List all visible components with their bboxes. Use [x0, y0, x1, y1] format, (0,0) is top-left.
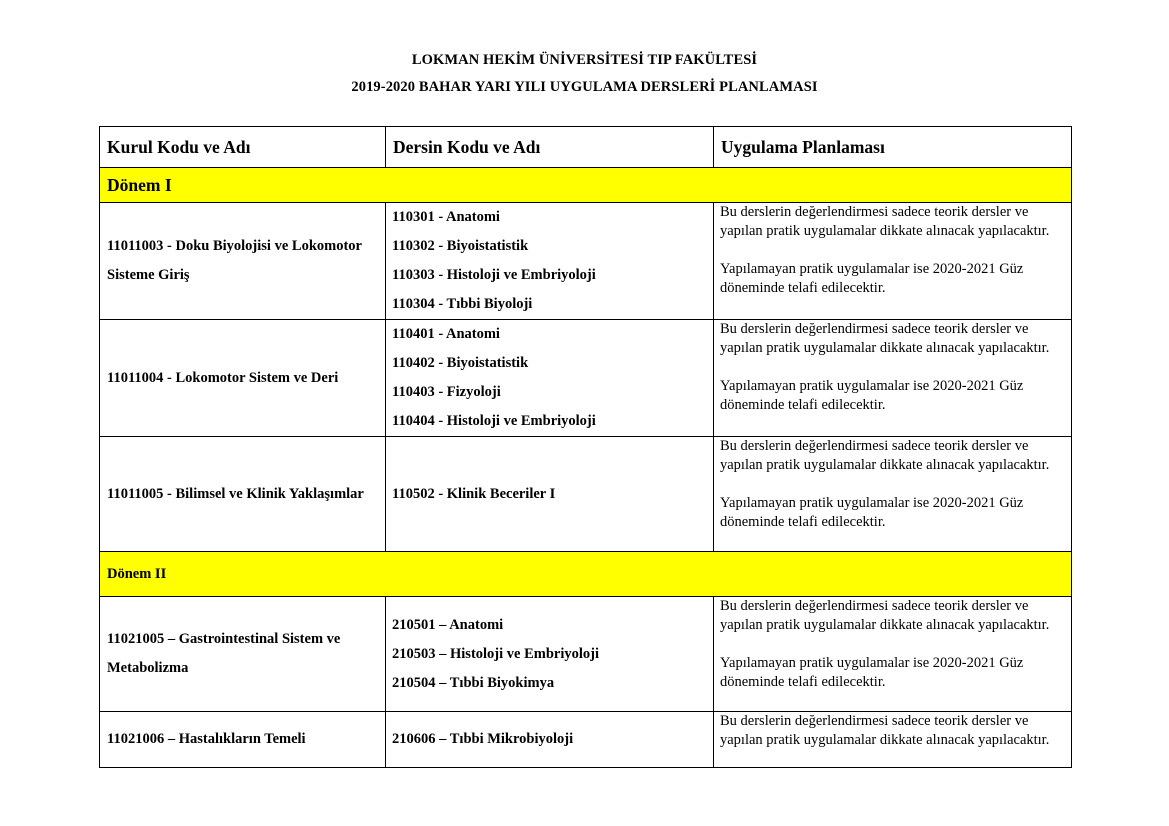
ders-cell: [386, 712, 714, 768]
table-row: [100, 712, 1072, 768]
ders-item: 110502 - Klinik Beceriler I: [392, 485, 556, 502]
term-label: Dönem II: [100, 552, 1072, 597]
term-row-donem-1: [100, 168, 1072, 203]
table-row: [100, 437, 1072, 552]
plan-note: Yapılamayan pratik uygulamalar ise 2020-2021 Güz döneminde telafi edilecektir.: [720, 261, 1024, 296]
document-subtitle: 2019-2020 BAHAR YARI YILI UYGULAMA DERSLERİ PLANLAMASI: [351, 79, 818, 95]
column-header-plan: Uygulama Planlaması: [714, 127, 1072, 168]
plan-text: Bu derslerin değerlendirmesi sadece teorik dersler ve yapılan pratik uygulamalar dikkate alınacak yapılacaktır.: [720, 713, 1050, 748]
ders-cell: [386, 320, 714, 437]
ders-item: 110402 - Biyoistatistik: [392, 355, 529, 371]
term-row-donem-2: [100, 552, 1072, 597]
ders-item: 110303 - Histoloji ve Embriyoloji: [392, 267, 596, 283]
kurul-cell: 11011003 - Doku Biyolojisi ve Lokomotor Sisteme Giriş: [100, 203, 386, 320]
ders-item: 210504 – Tıbbi Biyokimya: [392, 674, 555, 691]
ders-item: 110301 - Anatomi: [392, 209, 500, 225]
plan-cell: [714, 712, 1072, 768]
document-title: LOKMAN HEKİM ÜNİVERSİTESİ TIP FAKÜLTESİ: [411, 52, 758, 68]
plan-note: Yapılamayan pratik uygulamalar ise 2020-2021 Güz döneminde telafi edilecektir.: [720, 495, 1024, 530]
ders-cell: [386, 437, 714, 552]
planning-table: [99, 126, 1072, 768]
ders-item: 110302 - Biyoistatistik: [392, 238, 529, 254]
ders-item: 110304 - Tıbbi Biyoloji: [392, 296, 533, 312]
ders-item: 110403 - Fizyoloji: [392, 384, 501, 400]
kurul-cell: 11021005 – Gastrointestinal Sistem ve Metabolizma: [100, 597, 386, 712]
plan-cell: [714, 320, 1072, 437]
ders-cell: [386, 203, 714, 320]
kurul-cell: 11021006 – Hastalıkların Temeli: [100, 712, 386, 768]
kurul-cell: 11011004 - Lokomotor Sistem ve Deri: [100, 320, 386, 437]
plan-text: Bu derslerin değerlendirmesi sadece teorik dersler ve yapılan pratik uygulamalar dikkate alınacak yapılacaktır.: [720, 438, 1050, 473]
ders-item: 110404 - Histoloji ve Embriyoloji: [392, 413, 596, 429]
plan-note: Yapılamayan pratik uygulamalar ise 2020-2021 Güz döneminde telafi edilecektir.: [720, 655, 1024, 690]
plan-text: Bu derslerin değerlendirmesi sadece teorik dersler ve yapılan pratik uygulamalar dikkate alınacak yapılacaktır.: [720, 321, 1050, 356]
plan-text: Bu derslerin değerlendirmesi sadece teorik dersler ve yapılan pratik uygulamalar dikkate alınacak yapılacaktır.: [720, 204, 1050, 239]
table-header-row: [100, 127, 1072, 168]
ders-item: 210503 – Histoloji ve Embriyoloji: [392, 645, 600, 662]
plan-text: Bu derslerin değerlendirmesi sadece teorik dersler ve yapılan pratik uygulamalar dikkate alınacak yapılacaktır.: [720, 598, 1050, 633]
term-label: Dönem I: [100, 168, 1072, 203]
column-header-kurul: Kurul Kodu ve Adı: [100, 127, 386, 168]
ders-item: 210501 – Anatomi: [392, 616, 504, 633]
kurul-cell: 11011005 - Bilimsel ve Klinik Yaklaşımlar: [100, 437, 386, 552]
table-row: [100, 203, 1072, 320]
plan-cell: [714, 597, 1072, 712]
column-header-ders: Dersin Kodu ve Adı: [386, 127, 714, 168]
ders-item: 110401 - Anatomi: [392, 326, 500, 342]
table-row: [100, 597, 1072, 712]
plan-cell: [714, 203, 1072, 320]
plan-note: Yapılamayan pratik uygulamalar ise 2020-2021 Güz döneminde telafi edilecektir.: [720, 378, 1024, 413]
plan-cell: [714, 437, 1072, 552]
ders-cell: [386, 597, 714, 712]
table-row: [100, 320, 1072, 437]
ders-item: 210606 – Tıbbi Mikrobiyoloji: [392, 731, 574, 747]
